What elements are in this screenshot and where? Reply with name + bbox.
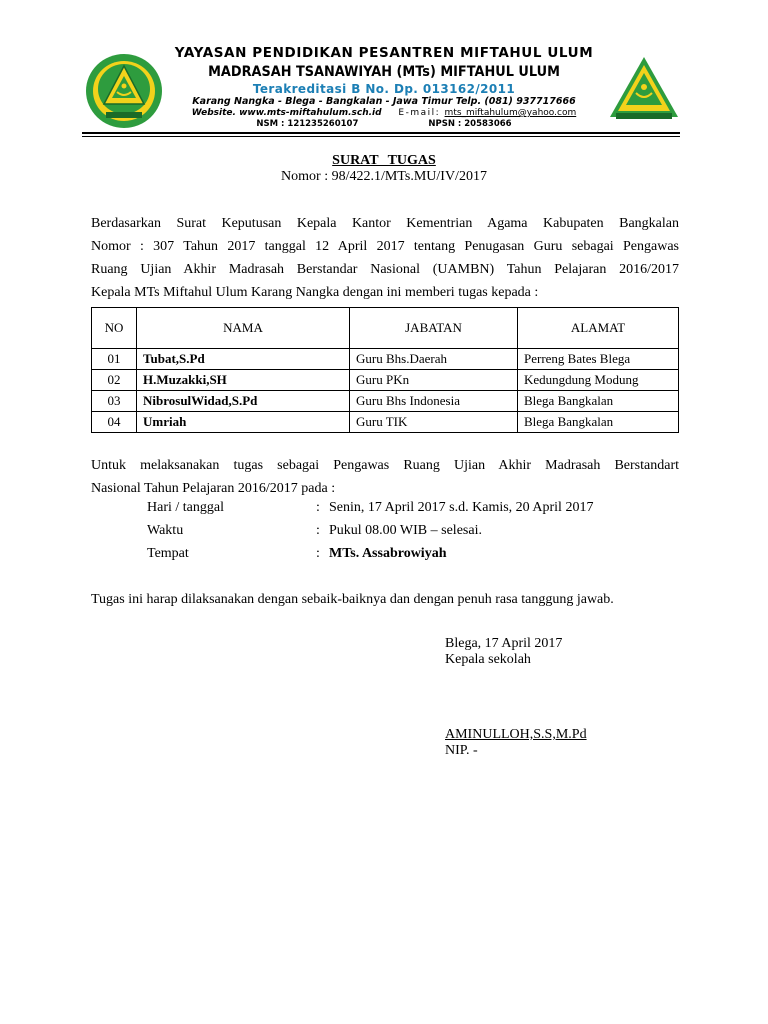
cell-address: Blega Bangkalan	[518, 391, 679, 412]
cell-no: 01	[92, 349, 137, 370]
cell-no: 04	[92, 412, 137, 433]
detail-value-place: MTs. Assabrowiyah	[329, 546, 447, 561]
registration-numbers	[0, 119, 768, 129]
purpose-paragraph	[91, 454, 679, 500]
header-alamat: ALAMAT	[518, 308, 679, 349]
cell-no: 03	[92, 391, 137, 412]
intro-paragraph	[91, 212, 679, 304]
intro-line: Ruang Ujian Akhir Madrasah Berstandar Nasional (UAMBN) Tahun Pelajaran 2016/2017	[91, 262, 679, 277]
intro-line: Nomor : 307 Tahun 2017 tanggal 12 April 2017 tentang Penugasan Guru sebagai Pengawas	[91, 239, 679, 254]
purpose-line: Untuk melaksanakan tugas sebagai Pengawas Ruang Ujian Akhir Madrasah Berstandart	[91, 458, 679, 473]
detail-label-place: Tempat	[147, 546, 189, 561]
header-divider-thick	[82, 132, 680, 134]
cell-no: 02	[92, 370, 137, 391]
detail-colon: :	[316, 500, 320, 515]
header-divider-thin	[82, 136, 680, 137]
cell-name: NibrosulWidad,S.Pd	[137, 391, 350, 412]
school-name: MADRASAH TSANAWIYAH (MTs) MIFTAHUL ULUM	[208, 64, 560, 80]
foundation-name: YAYASAN PENDIDIKAN PESANTREN MIFTAHUL ULUM	[174, 45, 594, 61]
cell-address: Kedungdung Modung	[518, 370, 679, 391]
email-label: E-mail:	[398, 108, 445, 118]
table-header-row	[92, 308, 679, 349]
header-jabatan: JABATAN	[350, 308, 518, 349]
purpose-line: Nasional Tahun Pelajaran 2016/2017 pada :	[91, 481, 336, 496]
letter-title	[0, 153, 768, 169]
detail-label-time: Waktu	[147, 523, 184, 538]
detail-colon: :	[316, 546, 320, 561]
npsn-number: NPSN : 20583066	[428, 119, 512, 129]
cell-position: Guru Bhs Indonesia	[350, 391, 518, 412]
cell-position: Guru Bhs.Daerah	[350, 349, 518, 370]
cell-address: Perreng Bates Blega	[518, 349, 679, 370]
table-row	[92, 349, 679, 370]
detail-value-time: Pukul 08.00 WIB – selesai.	[329, 523, 482, 538]
table-row	[92, 412, 679, 433]
header-nama: NAMA	[137, 308, 350, 349]
detail-value-date: Senin, 17 April 2017 s.d. Kamis, 20 April 2017	[329, 500, 594, 515]
cell-position: Guru PKn	[350, 370, 518, 391]
nsm-number: NSM : 121235260107	[256, 119, 359, 129]
cell-address: Blega Bangkalan	[518, 412, 679, 433]
intro-line: Berdasarkan Surat Keputusan Kepala Kantor Kementrian Agama Kabupaten Bangkalan	[91, 216, 679, 231]
letter-title-text: SURAT TUGAS	[332, 153, 436, 168]
cell-name: Umriah	[137, 412, 350, 433]
contact-line	[0, 108, 768, 118]
accreditation: Terakreditasi B No. Dp. 013162/2011	[252, 82, 516, 96]
signatory-nip: NIP. -	[445, 743, 478, 758]
header-no: NO	[92, 308, 137, 349]
letter-number: Nomor : 98/422.1/MTs.MU/IV/2017	[281, 169, 487, 184]
cell-position: Guru TIK	[350, 412, 518, 433]
website-link[interactable]: Website. www.mts-miftahulum.sch.id	[191, 108, 382, 118]
cell-name: Tubat,S.Pd	[137, 349, 350, 370]
table-row	[92, 391, 679, 412]
email-link[interactable]: mts_miftahulum@yahoo.com	[444, 108, 577, 118]
staff-table	[91, 307, 679, 433]
cell-name: H.Muzakki,SH	[137, 370, 350, 391]
detail-label-date: Hari / tanggal	[147, 500, 224, 515]
signature-position: Kepala sekolah	[445, 652, 531, 667]
closing-sentence: Tugas ini harap dilaksanakan dengan sebaik-baiknya dan dengan penuh rasa tanggung jawab.	[91, 592, 614, 607]
table-row	[92, 370, 679, 391]
intro-line: Kepala MTs Miftahul Ulum Karang Nangka dengan ini memberi tugas kepada :	[91, 285, 539, 300]
school-address: Karang Nangka - Blega - Bangkalan - Jawa Timur Telp. (081) 937717666	[192, 96, 576, 107]
detail-colon: :	[316, 523, 320, 538]
signatory-name: AMINULLOH,S.S,M.Pd	[445, 727, 587, 742]
signature-place-date: Blega, 17 April 2017	[445, 636, 563, 651]
